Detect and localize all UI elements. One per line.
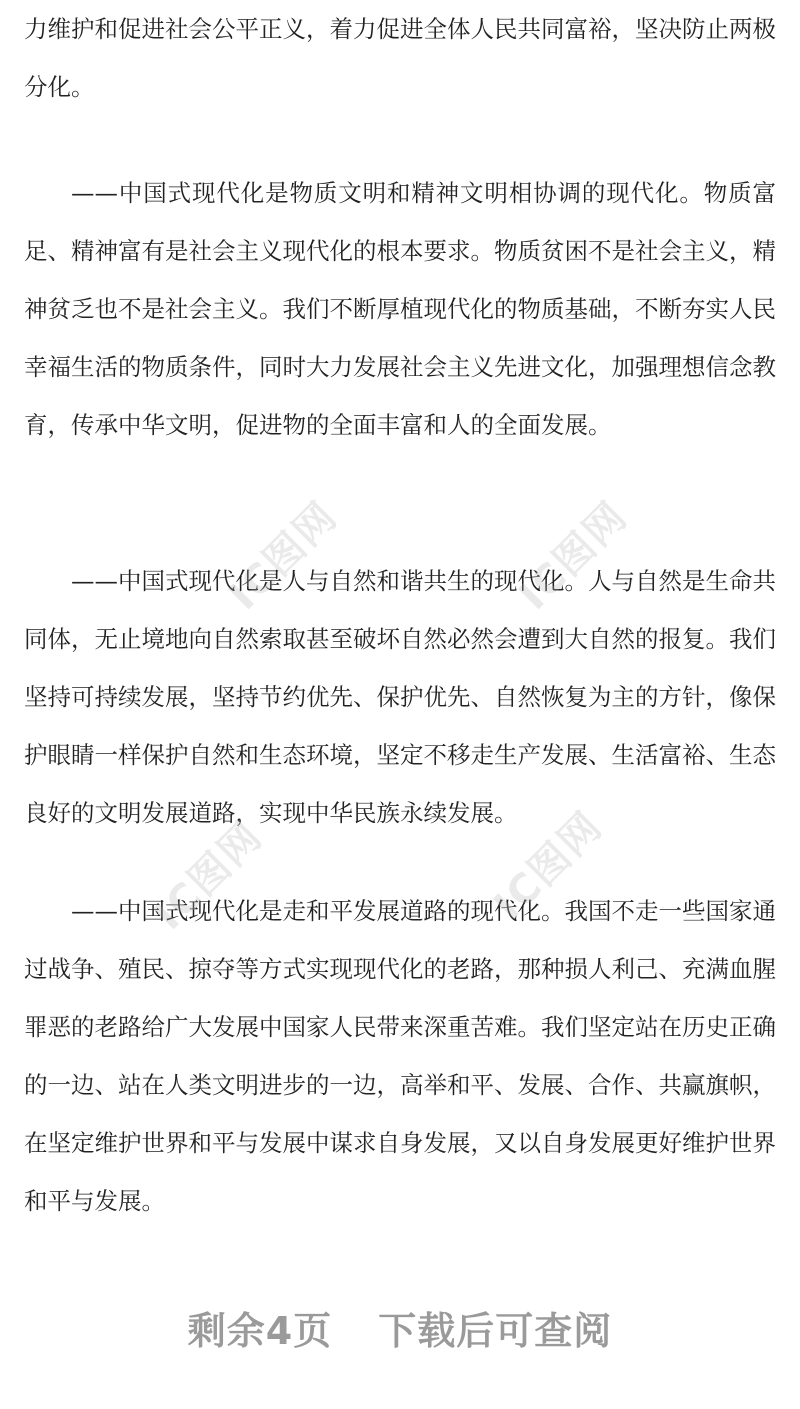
paragraph-harmony-nature: ——中国式现代化是人与自然和谐共生的现代化。人与自然是生命共同体，无止境地向自然索取甚至破坏自然必然会遭到大自然的报复。我们坚持可持续发展，坚持节约优先、保护优先、自然恢复为主的方针，像保护眼睛一样保护自然和生态环境，坚定不移走生产发展、生活富裕、生态良好的文明发展道路，实现中华民族永续发展。	[24, 567, 776, 827]
download-hint-label: 下载后可查阅	[378, 1309, 613, 1353]
download-prompt[interactable]	[0, 1300, 800, 1355]
remaining-pages-label: 剩余4页	[187, 1309, 333, 1353]
watermark-logo: IC图网	[510, 492, 637, 619]
paragraph-continuation: 力维护和促进社会公平正义，着力促进全体人民共同富裕，坚决防止两极分化。	[24, 15, 776, 101]
paragraph-material-spiritual: ——中国式现代化是物质文明和精神文明相协调的现代化。物质富足、精神富有是社会主义现代化的根本要求。物质贫困不是社会主义，精神贫乏也不是社会主义。我们不断厚植现代化的物质基础，不断夯实人民幸福生活的物质条件，同时大力发展社会主义先进文化，加强理想信念教育，传承中华文明，促进物的全面丰富和人的全面发展。	[24, 179, 776, 439]
paragraph-peaceful-development: ——中国式现代化是走和平发展道路的现代化。我国不走一些国家通过战争、殖民、掠夺等方式实现现代化的老路，那种损人利己、充满血腥罪恶的老路给广大发展中国家人民带来深重苦难。我们坚定站在历史正确的一边、站在人类文明进步的一边，高举和平、发展、合作、共赢旗帜，在坚定维护世界和平与发展中谋求自身发展，又以自身发展更好维护世界和平与发展。	[24, 897, 776, 1215]
watermark-logo: IC图网	[145, 812, 272, 939]
watermark-logo: IC图网	[485, 802, 612, 929]
watermark-logo: IC图网	[220, 492, 347, 619]
